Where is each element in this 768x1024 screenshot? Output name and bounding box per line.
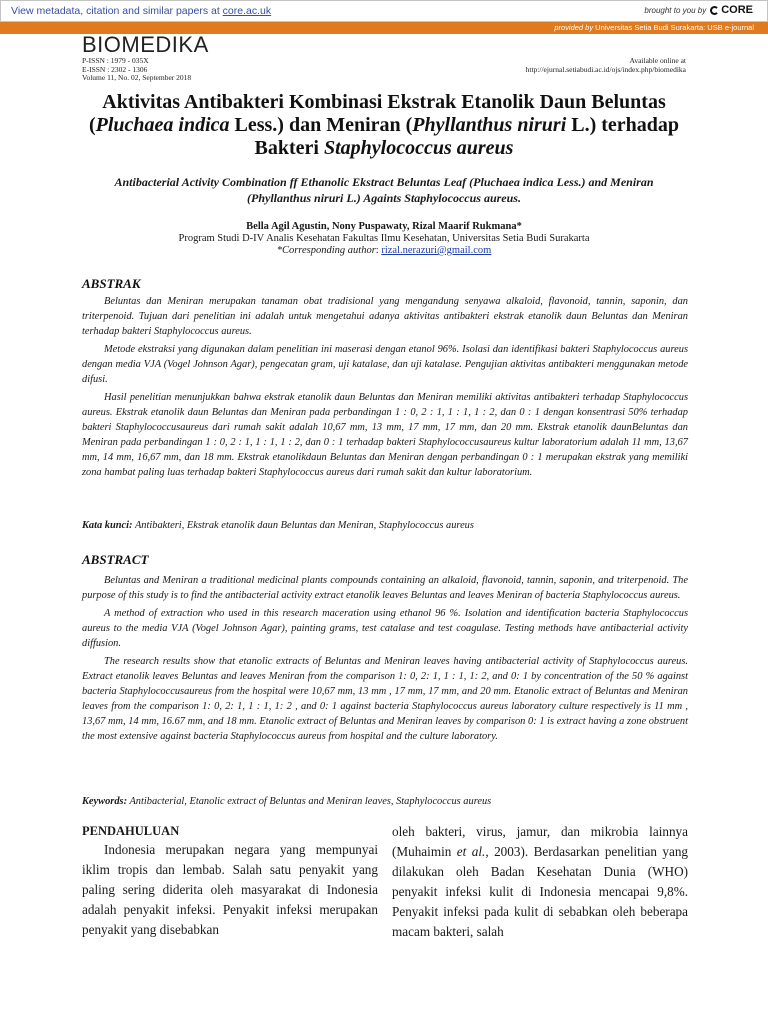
available-online-label: Available online at (629, 56, 686, 65)
author-block (82, 221, 686, 257)
issn-block (82, 57, 191, 83)
core-logo-icon (710, 6, 719, 15)
abstrak-text (82, 294, 688, 483)
kata-kunci: Kata kunci: Antibakteri, Ekstrak etanolik daun Beluntas dan Meniran, Staphylococcus aureus (82, 520, 474, 531)
core-banner (0, 0, 768, 22)
journal-name: BIOMEDIKA (82, 32, 209, 57)
core-metadata-link[interactable] (11, 5, 271, 17)
core-logo-text: CORE (721, 4, 753, 16)
body-left-column (82, 822, 378, 940)
abstract-paragraph: The research results show that etanolic extracts of Beluntas and Meniran leaves having antibacterial activity of Staphylococcus aureus. Extract etanolik leaves Beluntas and leaves Meniran from the comparison 1: 0, 2: 1, 1 : 1, 1: 2, and 0: 1 by concentration of the 50 % against bacteria Staphylococcusaureus from the hospital were 10,67 mm, 13 mm , 17 mm, 17 mm, and 20 mm. Etanolic extract of Beluntas and Meniran leaves from the comparison 1: 0, 2: 1, 1 : 1, 1: 2 , and 0: 1 against bacteria Staphylococcus aureus laboratory culture respectively is 11 mm , 13,67 mm, 14 mm, 16.67 mm, and 18 mm. Etanolic extract of Beluntas and Meniran leaves by comparison 0: 1 is extract having a zone obstruent the most extensive against bacteria Staphylococcus aureus from hospital and the culture laboratory. (82, 656, 688, 742)
paper-english-title: Antibacterial Activity Combination ff Ethanolic Ekstract Beluntas Leaf (Pluchaea indica Less.) and Meniran (Phyllanthus niruri L.) Againts Staphylococcus aureus. (114, 175, 654, 205)
abstract-text (82, 573, 688, 747)
abstract-paragraph: Beluntas and Meniran a traditional medicinal plants compounds containing an alkaloid, flavonoid, tannin, saponin, and triterpenoid. The purpose of this study is to find the antibacterial activity extract etanolik leaves Beluntas and leaves Meniran of bacteria Staphylococcus aureus. (82, 575, 688, 601)
section-heading-pendahuluan: PENDAHULUAN (82, 824, 180, 838)
volume-info: Volume 11, No. 02, September 2018 (82, 73, 192, 82)
provider-name: Universitas Setia Budi Surakarta: USB e-journal (593, 23, 754, 32)
corresponding-email-link[interactable]: rizal.nerazuri@gmail.com (381, 245, 492, 256)
e-issn: E-ISSN : 2302 - 1306 (82, 64, 148, 74)
journal-url[interactable]: http://ejurnal.setiabudi.ac.id/ojs/index.php/biomedika (525, 64, 686, 74)
core-brand[interactable] (644, 4, 753, 16)
body-paragraph: oleh bakteri, virus, jamur, dan mikrobia lainnya (Muhaimin et al., 2003). Berdasarkan penelitian yang dilakukan oleh Badan Kesehatan Dunia (WHO) penyakit infeksi kulit di Indonesia mencapai 9,8%. Penyakit infeksi pada kulit di sebabkan oleh beberapa macam bakteri, salah (392, 824, 689, 939)
author-affiliation: Program Studi D-IV Analis Kesehatan Fakultas Ilmu Kesehatan, Universitas Setia Budi Surakarta (178, 233, 590, 244)
abstrak-paragraph: Hasil penelitian menunjukkan bahwa ekstrak etanolik daun Beluntas dan Meniran memiliki aktivitas antibakteri terhadap Staphylococcus aureus. Ekstrak etanolik daun Beluntas dan Meniran pada perbandingan 1 : 0, 2 : 1, 1 : 1, 1 : 2, dan 0 : 1 dengan konsentrasi 50% terhadap bakteri Staphylococcusaureus dari rumah sakit adalah 10,67 mm, 13 mm, 17 mm, 17 mm, dan 20 mm. Ekstrak etanolik daunBeluntas dan Meniran pada perbandingan 1 : 0, 2 : 1, 1 : 1, 1 : 2, dan 0 : 1 terhadap bakteri Staphylococcusaureus kultur laboratorium adalah 11 mm, 13,67 mm, 14 mm, 16,67 mm, dan 18 mm. Ekstrak etanolikdaun Beluntas dan Meniran dengan perbandingan 0 : 1 merupakan ekstrak yang memiliki zona hambat paling luas terhadap bakteri Staphylococcus aureus dari rumah sakit dan kultur laboratorium. (82, 392, 688, 478)
core-logo (710, 4, 753, 16)
abstrak-paragraph: Metode ekstraksi yang digunakan dalam penelitian ini maserasi dengan etanol 96%. Isolasi dan identifikasi bakteri Staphylococcus aureus dengan media VJA (Vogel Johnson Agar), pengecatan gram, uji katalase, dan uji katalase. Pengujian aktivitas antibakteri menggunakan metode difusi. (82, 344, 688, 385)
keywords: Keywords: Antibacterial, Etanolic extract of Beluntas and Meniran leaves, Staphylococcus aureus (82, 796, 492, 807)
availability-block (526, 57, 686, 74)
core-metadata-text: View metadata, citation and similar papers at (11, 5, 223, 17)
provided-by-label: provided by (554, 23, 594, 32)
body-paragraph: Indonesia merupakan negara yang mempunyai iklim tropis dan lembab. Salah satu penyakit yang paling sering diderita oleh masyarakat di Indonesia adalah penyakit infeksi. Penyakit infeksi merupakan penyakit yang disebabkan (82, 842, 378, 937)
p-issn: P-ISSN : 1979 - 035X (82, 56, 149, 65)
provider-text[interactable] (554, 23, 754, 32)
author-names: Bella Agil Agustin, Nony Puspawaty, Rizal Maarif Rukmana* (246, 221, 522, 232)
abstract-paragraph: A method of extraction who used in this research maceration using ethanol 96 %. Isolation and identification bacteria Staphylococcus aureus to the media VJA (Vogel Johnson Agar), painting grams, test catalase and test coagulase. Testing methods have antibacterial activity diffusion. (82, 608, 688, 649)
brought-by-text: brought to you by (644, 5, 707, 15)
core-link[interactable]: core.ac.uk (222, 5, 272, 17)
paper-title: Aktivitas Antibakteri Kombinasi Ekstrak Etanolik Daun Beluntas (Pluchaea indica Less.) dan Meniran (Phyllanthus niruri L.) terhadap Bakteri Staphylococcus aureus (88, 91, 680, 159)
corresponding-author: *Corresponding author: rizal.nerazuri@gmail.com (276, 245, 492, 256)
abstract-heading: ABSTRACT (82, 552, 149, 567)
abstrak-paragraph: Beluntas dan Meniran merupakan tanaman obat tradisional yang mengandung senyawa alkaloid, flavonoid, tannin, saponin, dan triterpenoid. Tujuan dari penelitian ini adalah untuk mengetahui adanya aktivitas antibakteri ekstrak etanolik daun Beluntas dan Meniran terhadap bakteri Staphylococcus aureus. (82, 296, 688, 337)
abstrak-heading: ABSTRAK (82, 276, 141, 291)
body-right-column (392, 822, 688, 942)
